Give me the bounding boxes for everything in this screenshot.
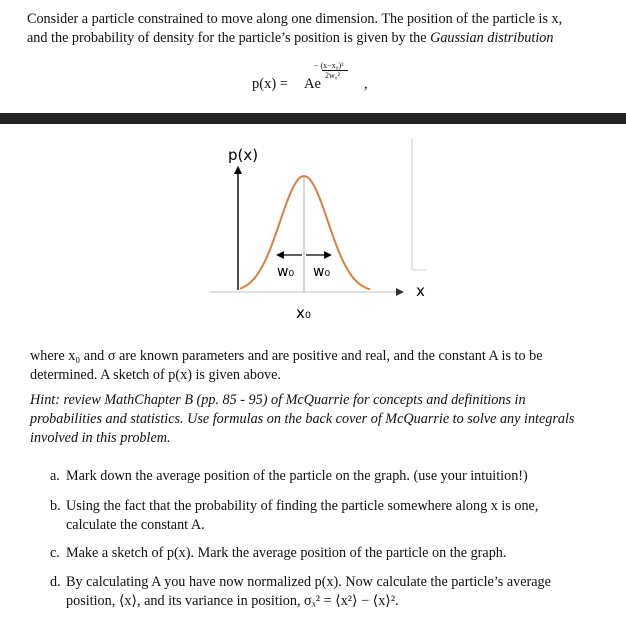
hint-paragraph [30, 391, 605, 448]
exponent-numerator [314, 61, 344, 70]
intro-line-2-text: and the probability of density for the particle’s position is given by the [27, 30, 431, 46]
question-c [50, 544, 610, 563]
hint-line-1: Hint: review MathChapter B (pp. 85 - 95) of McQuarrie for concepts and definitions in [30, 392, 526, 408]
question-b-text-2: calculate the constant A. [66, 517, 205, 533]
w-right-label: w₀ [313, 264, 331, 280]
x-axis-arrowhead [396, 288, 404, 296]
x-axis-label: x [416, 282, 425, 300]
question-d [50, 573, 610, 611]
y-axis-label: p(x) [228, 146, 259, 164]
question-b-label: b. [50, 498, 61, 514]
intro-paragraph [27, 10, 607, 48]
formula-lhs: p(x) = [252, 76, 288, 92]
gaussian-term: Gaussian distribution [430, 30, 554, 46]
question-c-text: Make a sketch of p(x). Mark the average position of the particle on the graph. [66, 545, 507, 561]
exponent-minus: − [314, 61, 319, 70]
question-d-text-1: By calculating A you have now normalized p(x). Now calculate the particle’s average [66, 574, 551, 590]
formula-ae: Ae [304, 76, 321, 92]
hint-line-2: probabilities and statistics. Use formulas on the back cover of McQuarrie to solve any integrals [30, 411, 575, 427]
hint-line-3: involved in this problem. [30, 430, 171, 446]
exponent-denominator: 2w₀² [325, 71, 340, 80]
gaussian-formula [252, 58, 392, 98]
formula-comma: , [364, 76, 368, 92]
question-a [50, 467, 610, 486]
gaussian-sketch-svg [200, 130, 460, 330]
w-left-label: w₀ [277, 264, 295, 280]
exponent-numerator-text: (x−x₀)² [320, 61, 344, 70]
gaussian-sketch [200, 130, 460, 330]
gaussian-curve [240, 176, 370, 289]
intro-line-1: Consider a particle constrained to move along one dimension. The position of the particle is x, [27, 11, 563, 27]
section-divider [0, 113, 626, 124]
question-c-label: c. [50, 545, 60, 561]
question-b [50, 497, 610, 535]
question-b-text-1: Using the fact that the probability of finding the particle somewhere along x is one, [66, 498, 539, 514]
center-label: x₀ [296, 304, 311, 322]
parameters-line-2: determined. A sketch of p(x) is given above. [30, 367, 281, 383]
question-a-text: Mark down the average position of the particle on the graph. (use your intuition!) [66, 468, 528, 484]
question-a-label: a. [50, 468, 60, 484]
question-d-text-2: position, ⟨x⟩, and its variance in position, σₓ² = ⟨x²⟩ − ⟨x⟩². [66, 593, 399, 609]
intro-line-2 [27, 29, 607, 48]
parameters-paragraph [30, 347, 605, 385]
parameters-line-1: where x₀ and σ are known parameters and are positive and real, and the constant A is to be [30, 348, 543, 364]
question-d-label: d. [50, 574, 61, 590]
